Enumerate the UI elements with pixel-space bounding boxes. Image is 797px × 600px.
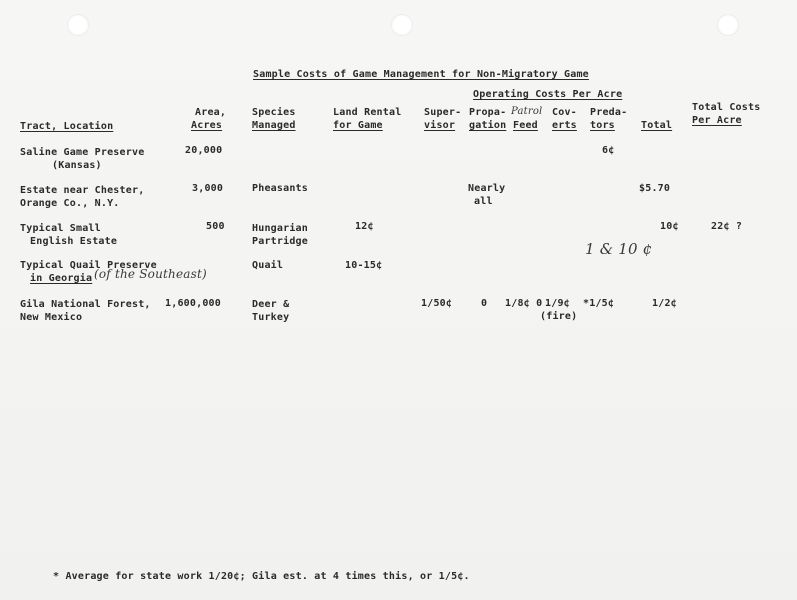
header-supervisor-1: Super-	[424, 107, 462, 118]
row4-tract-line2: in Georgia	[30, 273, 93, 284]
row2-area: 3,000	[192, 183, 224, 194]
punch-hole-right	[717, 14, 739, 36]
operating-costs-header: Operating Costs Per Acre	[473, 89, 623, 100]
header-species-1: Species	[252, 107, 296, 118]
header-species-2: Managed	[252, 120, 296, 131]
row4-species: Quail	[252, 260, 284, 271]
header-predators-1: Preda-	[590, 107, 628, 118]
punch-hole-center	[391, 14, 413, 36]
footnote: * Average for state work 1/20¢; Gila est. at 4 times this, or 1/5¢.	[53, 571, 470, 582]
row2-propagation-line1: Nearly	[468, 183, 506, 194]
row3-species-line1: Hungarian	[252, 223, 308, 234]
row3-area: 500	[206, 221, 225, 232]
row3-species-line2: Partridge	[252, 236, 308, 247]
header-land-2: for Game	[333, 120, 383, 131]
header-predators-2: tors	[590, 120, 615, 131]
row3-tract-line2: English Estate	[30, 236, 118, 247]
row5-tract-line2: New Mexico	[20, 312, 83, 323]
row5-supervisor: 1/50¢	[421, 298, 453, 309]
header-total: Total	[641, 120, 673, 131]
header-coverts-1: Cov-	[552, 107, 577, 118]
row4-handwritten-note: (of the Southeast)	[94, 267, 207, 281]
header-feed: Feed	[513, 120, 538, 131]
punch-hole-left	[67, 14, 89, 36]
row5-area: 1,600,000	[165, 298, 221, 309]
header-area-1: Area,	[195, 107, 227, 118]
row3-total: 10¢	[660, 221, 679, 232]
row2-tract-line1: Estate near Chester,	[20, 185, 145, 196]
row5-coverts-line2: (fire)	[540, 311, 578, 322]
row2-tract-line2: Orange Co., N.Y.	[20, 198, 120, 209]
row2-propagation-line2: all	[474, 196, 493, 207]
row5-species-line1: Deer &	[252, 299, 290, 310]
row5-tract-line1: Gila National Forest,	[20, 299, 151, 310]
row2-species: Pheasants	[252, 183, 308, 194]
row5-species-line2: Turkey	[252, 312, 290, 323]
row5-predators: *1/5¢	[583, 298, 615, 309]
header-feed-handwritten-note: Patrol	[511, 106, 543, 117]
header-propagation-2: gation	[469, 120, 507, 131]
row5-feed: 1/8¢ 0	[505, 298, 543, 309]
row5-propagation: 0	[481, 298, 488, 309]
row5-total: 1/2¢	[652, 298, 677, 309]
row4-tract-line1: Typical Quail Preserve	[20, 260, 157, 271]
header-tract: Tract, Location	[20, 121, 114, 132]
header-propagation-1: Propa-	[469, 107, 507, 118]
row3-handwritten-note: 1 & 10 ¢	[585, 240, 653, 258]
row1-tract-line1: Saline Game Preserve	[20, 147, 145, 158]
row1-predators: 6¢	[602, 145, 615, 156]
row3-tract-line1: Typical Small	[20, 223, 101, 234]
row3-total-costs: 22¢ ?	[711, 221, 743, 232]
document-title: Sample Costs of Game Management for Non-Migratory Game	[253, 69, 589, 80]
header-supervisor-2: visor	[424, 120, 456, 131]
row5-coverts-line1: 1/9¢	[545, 298, 570, 309]
header-land-1: Land Rental	[333, 107, 402, 118]
row2-total: $5.70	[639, 183, 671, 194]
row1-area: 20,000	[185, 145, 223, 156]
row4-land-rental: 10-15¢	[345, 260, 383, 271]
header-total-costs-1: Total Costs	[692, 102, 761, 113]
row1-tract-line2: (Kansas)	[52, 160, 102, 171]
header-coverts-2: erts	[552, 120, 577, 131]
header-total-costs-2: Per Acre	[692, 115, 742, 126]
row3-land-rental: 12¢	[355, 221, 374, 232]
header-area-2: Acres	[191, 120, 223, 131]
